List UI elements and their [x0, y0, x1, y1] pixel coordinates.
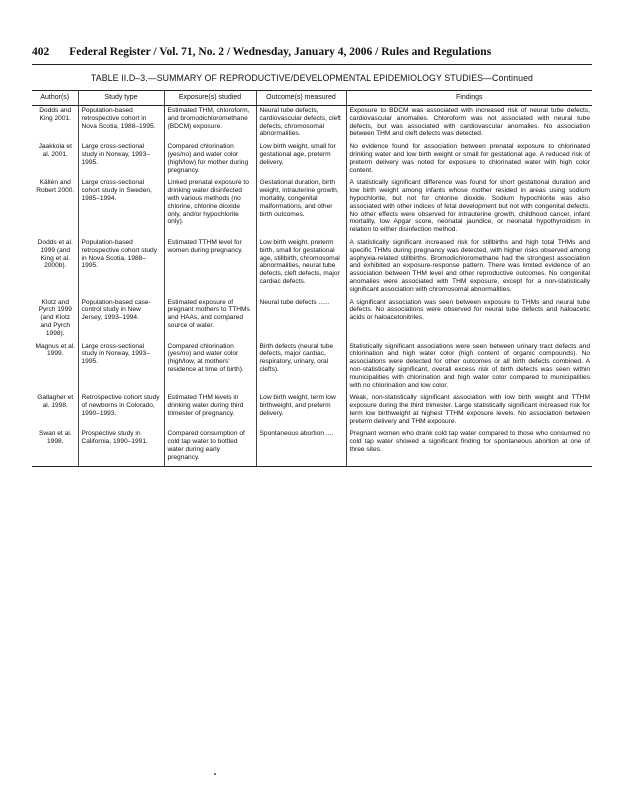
page-number: 402: [32, 46, 50, 58]
outcome-cell: Neural tube defects ......: [256, 298, 346, 342]
outcome-cell: Gestational duration, birth weight, intrauterine growth, mortality, congenital malformations, and other birth outcomes.: [256, 178, 346, 238]
table-row: [32, 142, 592, 178]
col-header-exposure: Exposure(s) studied: [164, 91, 256, 106]
author-cell: Klotz and Pyrch 1999 (and Klotz and Pyrch 1998).: [38, 298, 72, 337]
exposure-cell: Compared consumption of cold tap water to bottled water during early pregnancy.: [164, 429, 256, 466]
scan-speck: [214, 773, 216, 775]
study-type-cell: Population-based case-control study in New Jersey, 1993–1994.: [78, 298, 164, 342]
author-cell: Dodds et al. 1999 (and King et al. 2000b).: [37, 238, 73, 270]
summary-table: [32, 90, 592, 467]
running-head: Federal Register / Vol. 71, No. 2 / Wednesday, January 4, 2006 / Rules and Regulations: [69, 46, 492, 58]
findings-cell: Exposure to BDCM was associated with increased risk of neural tube defects, cardiovascular anomalies. Chloroform was not associated with neural tube defects, but was associated with cardiovascular anomalies. No association between THM and cleft defects was detected.: [346, 106, 592, 143]
exposure-cell: Linked prenatal exposure to drinking water disinfected with various methods (no chlorine, chlorine dioxide only, and/or hypochlorite only).: [164, 178, 256, 238]
exposure-cell: Estimated TTHM level for women during pregnancy.: [164, 238, 256, 298]
findings-cell: A significant association was seen between exposure to THMs and neural tube defects. No associations were observed for neural tube defects and haloacetic acids or haloacetonitriles.: [346, 298, 592, 342]
table-title: TABLE II.D–3.—SUMMARY OF REPRODUCTIVE/DEVELOPMENTAL EPIDEMIOLOGY STUDIES—Continued: [90, 73, 534, 83]
author-cell: Swan et al. 1998.: [32, 429, 78, 466]
findings-cell: Statistically significant associations were seen between urinary tract defects and chlorination and high water color (high content of organic compounds). No associations were detected for other outcomes or all birth defects combined. A non-statistically significant, overall excess risk of birth defects was seen within municipalities with chlorination and high water color compared to municipalities with no chlorination and low color.: [346, 342, 592, 394]
study-type-cell: Large cross-sectional study in Norway, 1993–1995.: [78, 342, 164, 394]
outcome-cell: Spontaneous abortion ....: [256, 429, 346, 466]
table-row: [32, 342, 592, 394]
table-header-row: [32, 91, 592, 106]
col-header-author: Author(s): [32, 91, 78, 106]
findings-cell: No evidence found for association between prenatal exposure to chlorinated drinking water and low birth weight or small for gestational age. A reduced risk of preterm delivery was noted for exposure to chlorinated water with high color content.: [346, 142, 592, 178]
study-type-cell: Large cross-sectional cohort study in Sweden, 1985–1994.: [78, 178, 164, 238]
col-header-outcome: Outcome(s) measured: [256, 91, 346, 106]
findings-cell: A statistically significant difference was found for short gestational duration and low birth weight among infants whose mother resided in areas using sodium hypochlorite, but not for chlorine dioxide. Sodium hypochlorite was also associated with other indices of fetal development but not with congenital defects. No other effects were observed for intrauterine growth, childhood cancer, infant mortality, low Apgar score, neonatal jaundice, or neonatal hypothyroidism in relation to either disinfection method.: [346, 178, 592, 238]
study-type-cell: Population-based retrospective cohort in Nova Scotia, 1988–1995.: [78, 106, 164, 143]
table-row: [32, 298, 592, 342]
author-cell: Magnus et al. 1999.: [35, 342, 76, 358]
findings-cell: Weak, non-statistically significant association with low birth weight and TTHM exposure during the third trimester. Large statistically significant increased risk for term low birthweight at highest TTHM exposure levels. No association between preterm delivery and THM exposure.: [346, 393, 592, 429]
findings-cell: A statistically significant increased risk for stillbirths and high total THMs and specific THMs during pregnancy was detected, with higher risks observed among asphyxia-related stillbirths. Bromodichloromethane had the strongest association and exhibited an exposure-response pattern. There was limited evidence of an association between THM level and other reproductive outcomes. No congenital anomalies were associated with THM exposure, except for a non-statistically significant association with chromosomal abnormalities.: [346, 238, 592, 298]
table-row: [32, 106, 592, 143]
author-cell: Jaakkola et al. 2001.: [38, 143, 72, 158]
table-row: [32, 393, 592, 429]
study-type-cell: Prospective study in California, 1990–1991.: [78, 429, 164, 466]
outcome-cell: Neural tube defects, cardiovascular defects, cleft defects, chromosomal abnormalities.: [256, 106, 346, 143]
study-type-cell: Retrospective cohort study of newborns in Colorado, 1990–1993.: [78, 393, 164, 429]
header-rule: [32, 64, 592, 65]
exposure-cell: Estimated THM, chloroform, and bromodichloromethane (BDCM) exposure.: [164, 106, 256, 143]
author-cell: Källén and Robert 2000.: [36, 179, 75, 195]
exposure-cell: Compared chlorination (yes/no) and water color (high/low) for mother during pregnancy.: [164, 142, 256, 178]
author-cell: Gallagher et al. 1998.: [37, 394, 74, 410]
outcome-cell: Low birth weight, term low birthweight, and preterm delivery.: [256, 393, 346, 429]
findings-cell: Pregnant women who drank cold tap water compared to those who consumed no cold tap water showed a significant finding for spontaneous abortion at one of three sites.: [346, 429, 592, 466]
table-row: [32, 238, 592, 298]
outcome-cell: Birth defects (neural tube defects, major cardiac, respiratory, urinary, oral clefts).: [256, 342, 346, 394]
author-cell: Dodds and King 2001.: [39, 107, 72, 122]
running-header: [32, 46, 592, 58]
outcome-cell: Low birth weight, preterm birth, small for gestational age, stillbirth, chromosomal abnormalities, neural tube defects, cleft defects, major cardiac defects.: [256, 238, 346, 298]
exposure-cell: Estimated exposure of pregnant mothers to TTHMs and HAAs, and compared source of water.: [164, 298, 256, 342]
table-row: [32, 178, 592, 238]
col-header-findings: Findings: [346, 91, 592, 106]
col-header-study-type: Study type: [78, 91, 164, 106]
study-type-cell: Population-based retrospective cohort study in Nova Scotia, 1988–1995.: [78, 238, 164, 298]
outcome-cell: Low birth weight, small for gestational age, preterm delivery.: [256, 142, 346, 178]
table-row: [32, 429, 592, 466]
study-type-cell: Large cross-sectional study in Norway, 1993–1995.: [78, 142, 164, 178]
exposure-cell: Compared chlorination (yes/no) and water color (high/low, at mothers' residence at time of birth).: [164, 342, 256, 394]
exposure-cell: Estimated THM levels in drinking water during third trimester of pregnancy.: [164, 393, 256, 429]
